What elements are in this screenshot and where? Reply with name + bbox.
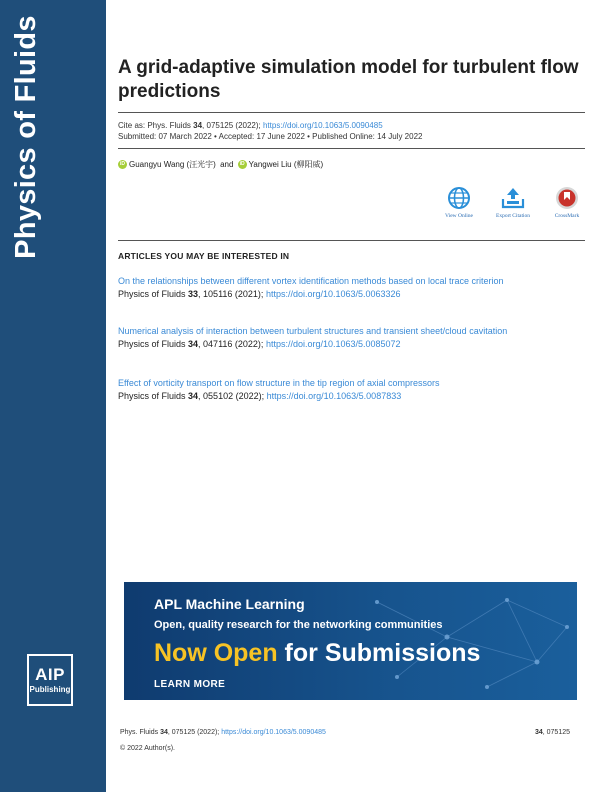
related-article-doi-link[interactable]: https://doi.org/10.1063/5.0087833 (266, 391, 402, 401)
related-article (118, 325, 580, 350)
citation-volume: 34 (188, 391, 199, 401)
citation-volume: 34 (188, 339, 199, 349)
cite-line (118, 121, 383, 130)
logo-line1: AIP (35, 665, 65, 684)
related-article-title-link[interactable]: Numerical analysis of interaction between turbulent structures and transient sheet/cloud cavitation (118, 326, 508, 336)
related-article-title-link[interactable]: Effect of vorticity transport on flow structure in the tip region of axial compressors (118, 378, 440, 388)
footer-cite-prefix: Phys. Fluids (120, 729, 161, 736)
author-1[interactable]: Guangyu Wang (汪光宇) (129, 160, 216, 169)
banner-call-to-action (154, 639, 480, 668)
citation-rest: , 055102 (2022); (198, 391, 267, 401)
actions-divider (118, 240, 585, 241)
meta-divider (118, 148, 585, 149)
author-separator: and (217, 160, 236, 169)
footer-cite-suffix: , 075125 (2022); (167, 729, 222, 736)
cite-suffix: , 075125 (2022); (202, 121, 263, 130)
cite-prefix: Cite as: Phys. Fluids (118, 121, 194, 130)
cta-rest: for Submissions (277, 639, 481, 667)
related-article-citation (118, 390, 580, 402)
related-article-doi-link[interactable]: https://doi.org/10.1063/5.0085072 (265, 339, 401, 349)
footer-citation (120, 729, 326, 736)
related-article (118, 377, 580, 402)
copyright: © 2022 Author(s). (120, 745, 175, 752)
banner-subtitle: Open, quality research for the networking communities (154, 619, 443, 631)
related-article-citation (118, 288, 580, 300)
journal-name: Physics of Fluids (9, 15, 42, 259)
article-doi-link[interactable]: https://doi.org/10.1063/5.0090485 (262, 121, 383, 130)
citation-volume: 33 (188, 289, 199, 299)
export-citation-label: Export Citation (495, 213, 531, 219)
crossmark-button[interactable] (543, 186, 591, 219)
article-title: A grid-adaptive simulation model for turbulent flow predictions (118, 57, 579, 102)
view-online-button[interactable] (435, 186, 483, 219)
citation-journal: Physics of Fluids (118, 391, 189, 401)
view-online-label: View Online (445, 213, 473, 219)
related-article-doi-link[interactable]: https://doi.org/10.1063/5.0063326 (265, 289, 401, 299)
orcid-icon[interactable]: iD (120, 161, 125, 167)
aip-publishing-logo[interactable] (27, 654, 73, 706)
citation-rest: , 047116 (2022); (198, 339, 266, 349)
globe-icon (447, 186, 471, 210)
page-volume: 34 (534, 729, 543, 736)
title-divider (118, 112, 585, 113)
related-article-citation (118, 338, 580, 350)
related-heading: ARTICLES YOU MAY BE INTERESTED IN (118, 251, 290, 261)
learn-more-link[interactable]: LEARN MORE (154, 679, 226, 690)
author-2[interactable]: Yangwei Liu (柳阳威) (248, 160, 324, 169)
cite-volume: 34 (193, 121, 203, 130)
citation-journal: Physics of Fluids (118, 339, 189, 349)
orcid-icon[interactable]: iD (239, 161, 245, 167)
footer-volume: 34 (160, 729, 168, 736)
journal-sidebar (0, 0, 106, 792)
footer-doi-link[interactable]: https://doi.org/10.1063/5.0090485 (221, 729, 326, 736)
crossmark-label: CrossMark (554, 213, 580, 219)
citation-rest: , 105116 (2021); (198, 289, 266, 299)
author-list (118, 159, 323, 170)
crossmark-icon (555, 186, 579, 210)
page-number: , 075125 (542, 729, 570, 736)
export-icon (500, 186, 526, 210)
page-id (535, 729, 570, 736)
banner-title: APL Machine Learning (154, 596, 305, 612)
logo-line2: Publishing (29, 685, 71, 694)
related-article (118, 275, 580, 300)
cta-highlight: Now Open (154, 639, 278, 667)
export-citation-button[interactable] (489, 186, 537, 219)
related-article-title-link[interactable]: On the relationships between different vortex identification methods based on local trace criterion (118, 276, 504, 286)
citation-journal: Physics of Fluids (118, 289, 189, 299)
ad-banner[interactable] (124, 582, 577, 700)
dates-line: Submitted: 07 March 2022 • Accepted: 17 June 2022 • Published Online: 14 July 2022 (118, 132, 423, 141)
